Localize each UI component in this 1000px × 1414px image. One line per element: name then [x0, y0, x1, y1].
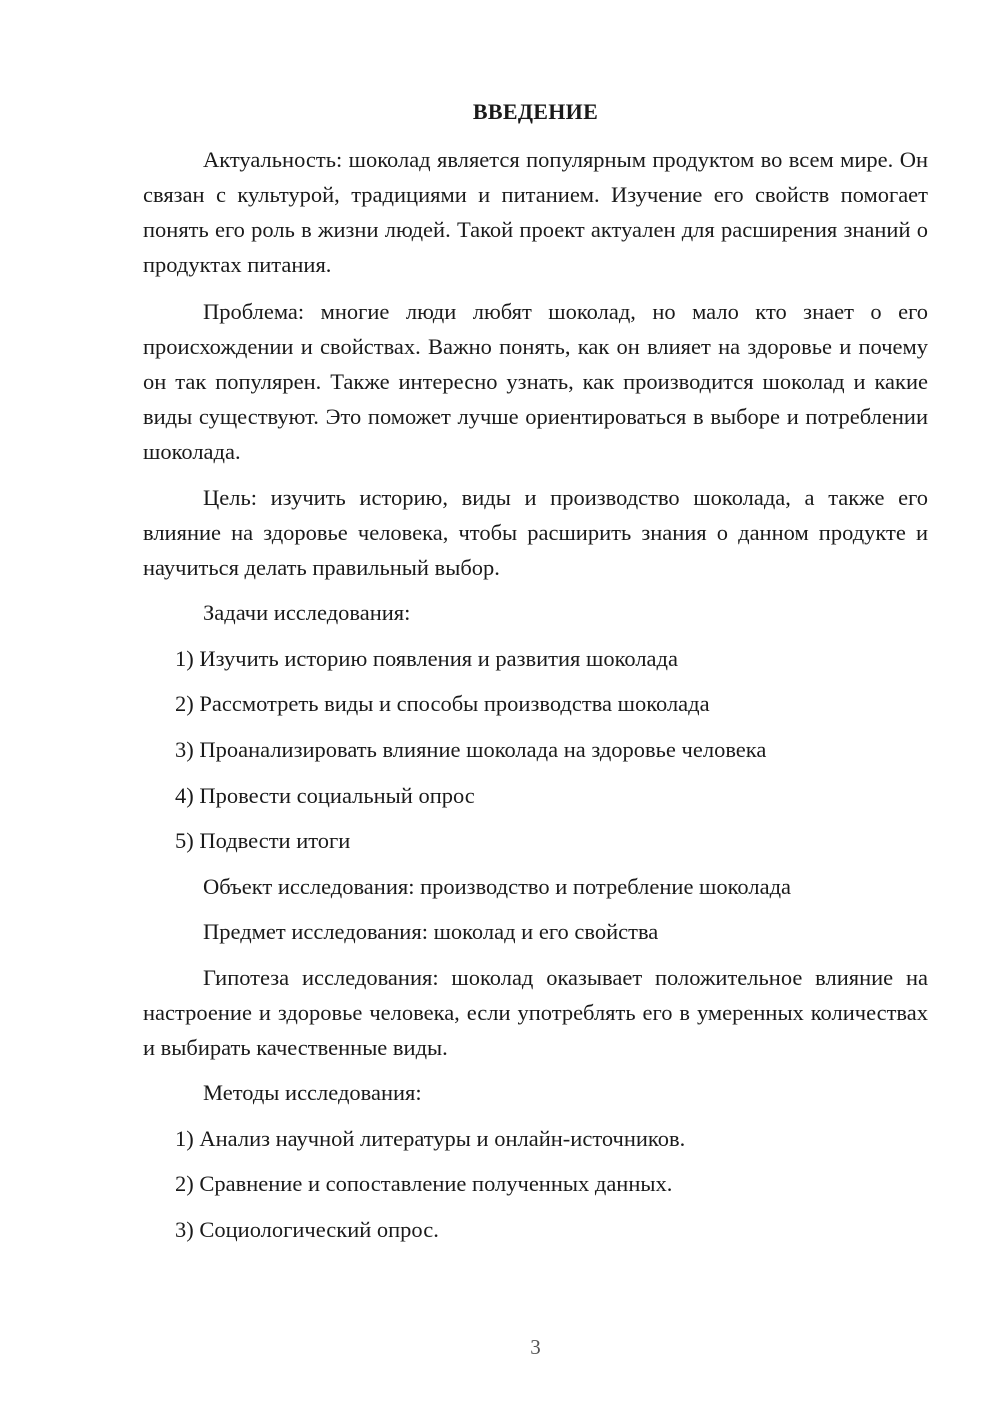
research-subject: Предмет исследования: шоколад и его свойства — [203, 919, 659, 944]
task-item: 1) Изучить историю появления и развития шоколада — [175, 646, 678, 671]
task-item: 3) Проанализировать влияние шоколада на здоровье человека — [175, 737, 767, 762]
document-page — [143, 0, 928, 1414]
goal-paragraph: Цель: изучить историю, виды и производство шоколада, а также его влияние на здоровье человека, чтобы расширить знания о данном продукте и научиться делать правильный выбор. — [143, 485, 928, 580]
method-item: 2) Сравнение и сопоставление полученных данных. — [175, 1171, 673, 1196]
hypothesis-paragraph: Гипотеза исследования: шоколад оказывает положительное влияние на настроение и здоровье человека, если употреблять его в умеренных количествах и выбирать качественные виды. — [143, 965, 928, 1060]
relevance-paragraph: Актуальность: шоколад является популярным продуктом во всем мире. Он связан с культурой, традициями и питанием. Изучение его свойств помогает понять его роль в жизни людей. Такой проект актуален для расширения знаний о продуктах питания. — [143, 147, 928, 277]
methods-heading: Методы исследования: — [203, 1080, 422, 1105]
research-object: Объект исследования: производство и потребление шоколада — [203, 874, 792, 899]
tasks-heading: Задачи исследования: — [203, 600, 411, 625]
page-title: ВВЕДЕНИЕ — [472, 99, 599, 124]
problem-paragraph: Проблема: многие люди любят шоколад, но мало кто знает о его происхождении и свойствах. Важно понять, как он влияет на здоровье и почему он так популярен. Также интересно узнать, как производится шоколад и какие виды существуют. Это поможет лучше ориентироваться в выборе и потреблении шоколада. — [143, 299, 928, 464]
method-item: 3) Социологический опрос. — [175, 1217, 439, 1242]
task-item: 5) Подвести итоги — [175, 828, 351, 853]
page-number: 3 — [530, 1335, 541, 1359]
task-item: 2) Рассмотреть виды и способы производства шоколада — [175, 691, 710, 716]
method-item: 1) Анализ научной литературы и онлайн-источников. — [175, 1126, 686, 1151]
task-item: 4) Провести социальный опрос — [175, 783, 475, 808]
